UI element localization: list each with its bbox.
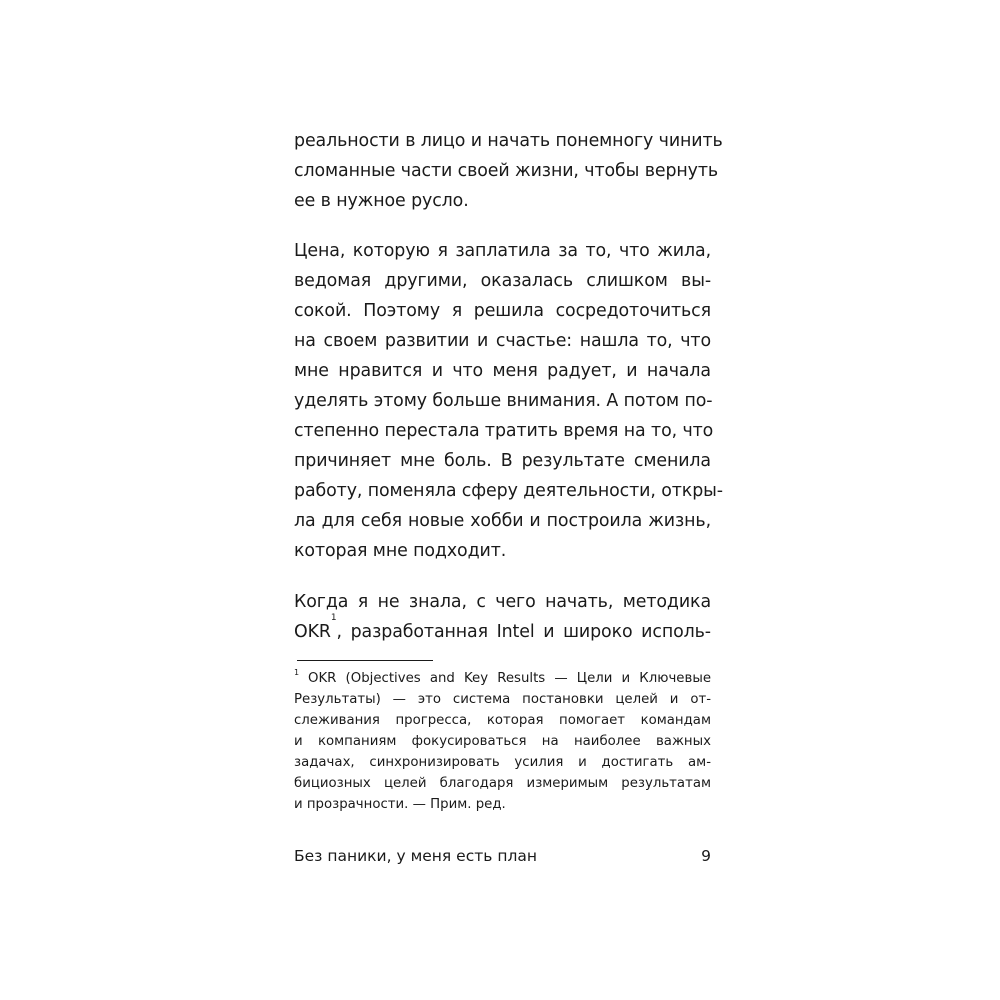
paragraph-2: [294, 236, 723, 566]
footnote-line: [294, 668, 711, 689]
text-line: Когда я не знала, с чего начать, методика: [294, 592, 711, 612]
footnote-line: слеживания прогресса, которая помогает командам: [294, 713, 711, 728]
footnote-line: задачах, синхронизировать усилия и достигать ам-: [294, 755, 711, 770]
text-line: причиняет мне боль. В результате сменила: [294, 451, 711, 471]
text-line: сокой. Поэтому я решила сосредоточиться: [294, 301, 711, 321]
text-line: мне нравится и что меня радует, и начала: [294, 361, 711, 381]
footnote-reference[interactable]: 1: [330, 613, 337, 623]
text-line: сломанные части своей жизни, чтобы вернуть: [294, 161, 719, 181]
text-line-rest: разработанная Intel и широко исполь-: [350, 622, 711, 642]
text-line: степенно перестала тратить время на то, что: [294, 421, 714, 441]
running-footer: [294, 845, 711, 867]
text-line: реальности в лицо и начать понемногу чинить: [294, 131, 723, 151]
footnote-line: и компаниям фокусироваться на наиболее важных: [294, 734, 711, 749]
page-number: 9: [701, 847, 711, 865]
text-line: которая мне подходит.: [294, 541, 507, 561]
text-line-with-footnote-ref: [294, 613, 711, 647]
footnote-line: бициозных целей благодаря измеримым результатам: [294, 776, 711, 791]
footnote: [294, 668, 711, 815]
okr-term: OKR: [294, 622, 331, 642]
text-line: Цена, которую я заплатила за то, что жила,: [294, 241, 711, 261]
footnote-divider: [297, 660, 433, 661]
footnote-marker: 1: [294, 668, 300, 677]
separator: ,: [336, 622, 342, 642]
paragraph-1: [294, 126, 723, 216]
book-title: Без паники, у меня есть план: [294, 847, 538, 865]
text-line: уделять этому больше внимания. А потом по-: [294, 391, 713, 411]
paragraph-3: [294, 587, 711, 647]
text-line: ее в нужное русло.: [294, 191, 469, 211]
footnote-line: Результаты) — это система постановки целей и от-: [294, 692, 711, 707]
text-line: ла для себя новые хобби и построила жизнь,: [294, 511, 711, 531]
footnote-line: и прозрачности. — Прим. ред.: [294, 797, 506, 812]
footnote-line-text: OKR (Objectives and Key Results — Цели и Ключевые: [308, 671, 711, 686]
book-page: [294, 0, 723, 1000]
text-line: на своем развитии и счастье: нашла то, что: [294, 331, 711, 351]
text-line: ведомая другими, оказалась слишком вы-: [294, 271, 711, 291]
text-line: работу, поменяла сферу деятельности, откры-: [294, 481, 723, 501]
